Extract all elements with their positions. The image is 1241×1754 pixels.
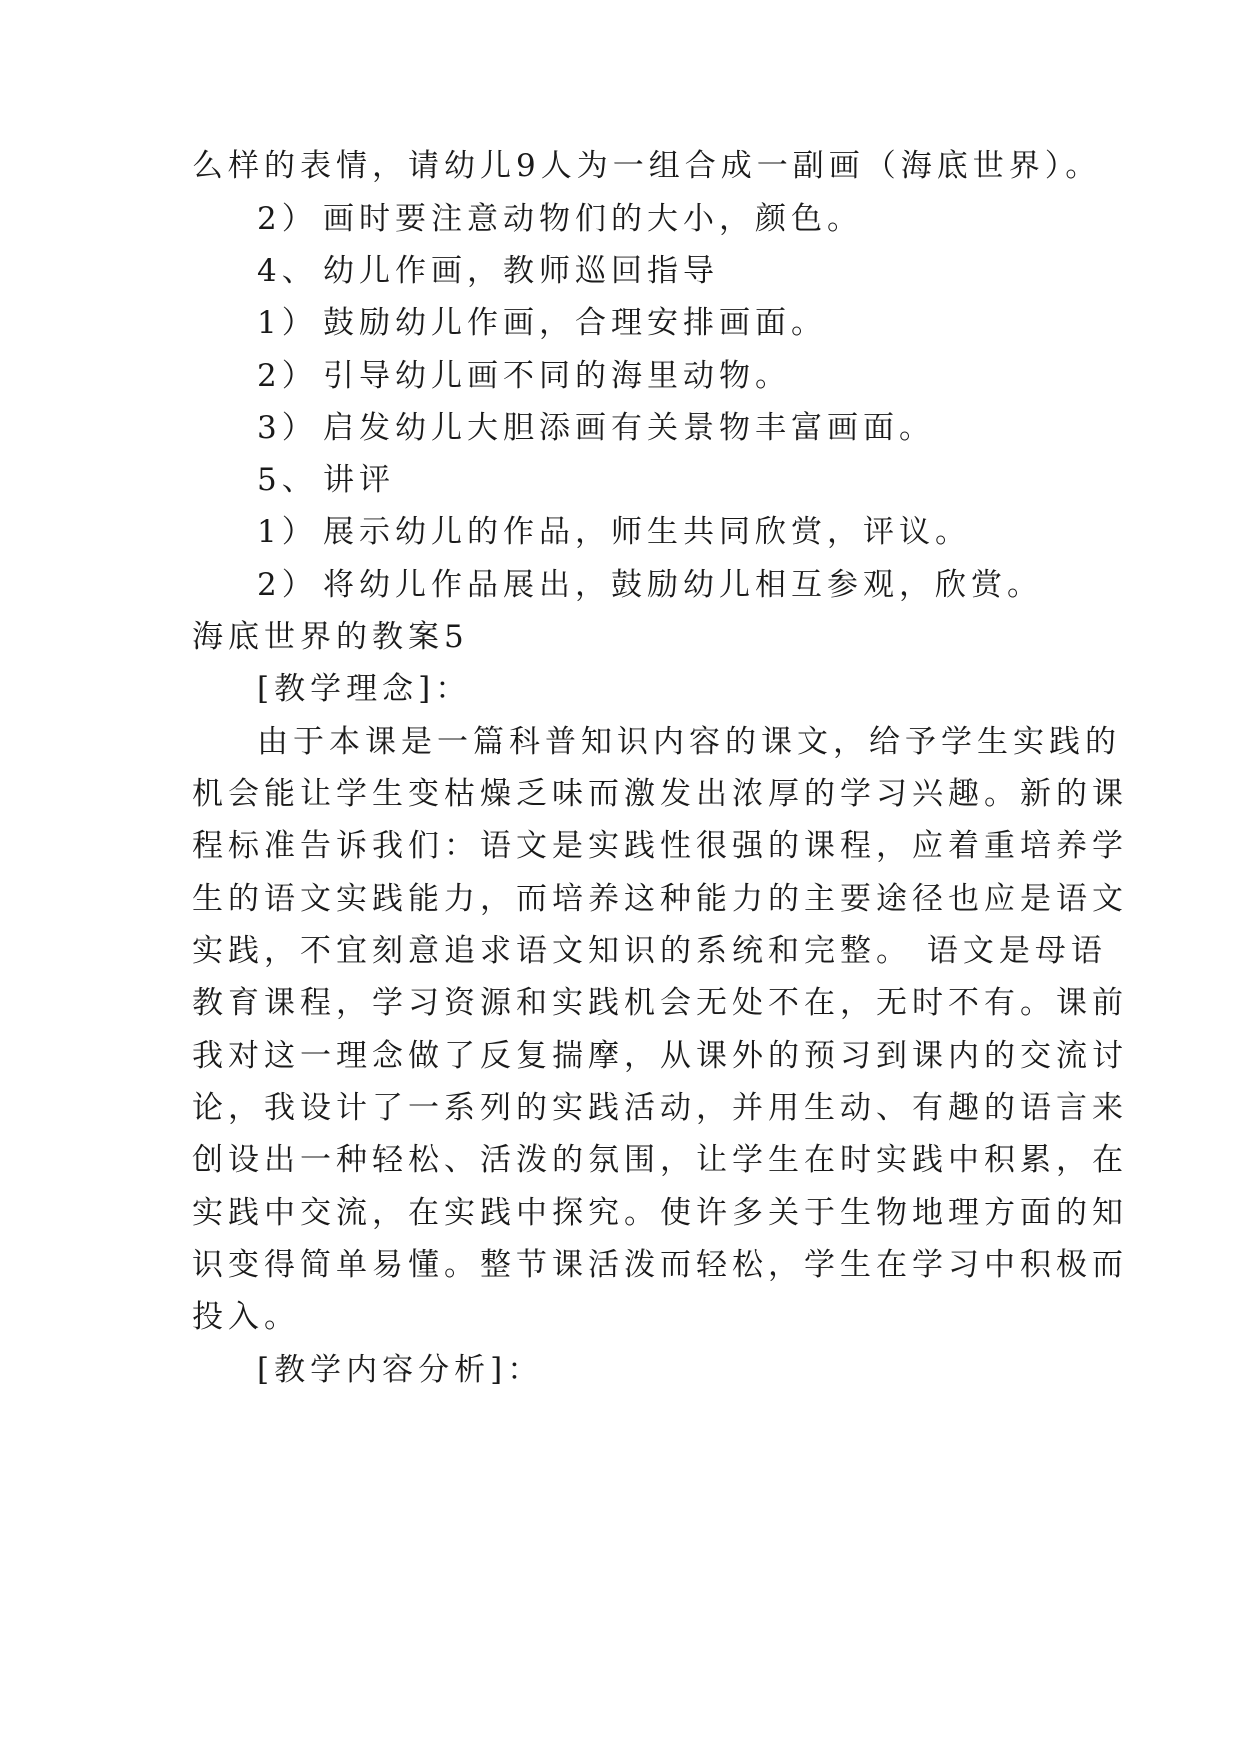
paragraph-continuation: 么样的表情，请幼儿9人为一组合成一副画（海底世界）。 (192, 148, 1102, 184)
list-text: 启发幼儿大胆添画有关景物丰富画面。 (323, 410, 935, 446)
list-item (257, 199, 863, 239)
paragraph-line: 创设出一种轻松、活泼的氛围，让学生在时实践中积累，在 (192, 1142, 1128, 1178)
paragraph-line: 投入。 (192, 1299, 300, 1335)
section-title: 海底世界的教案5 (192, 619, 469, 655)
list-number: 2） (257, 567, 318, 603)
list-text: 画时要注意动物们的大小，颜色。 (323, 201, 863, 237)
list-item (257, 303, 827, 343)
paragraph-line: 实践中交流，在实践中探究。使许多关于生物地理方面的知 (192, 1195, 1128, 1231)
list-number: 3） (257, 410, 318, 446)
list-item (257, 408, 935, 448)
step-number: 5、 (257, 462, 318, 498)
paragraph-line: 程标准告诉我们：语文是实践性很强的课程，应着重培养学 (192, 828, 1128, 864)
content-heading: [教学内容分析]： (257, 1352, 544, 1388)
step-heading (257, 460, 395, 500)
paragraph-line: 由于本课是一篇科普知识内容的课文，给予学生实践的 (257, 724, 1121, 760)
paragraph-line: 论，我设计了一系列的实践活动，并用生动、有趣的语言来 (192, 1090, 1128, 1126)
list-number: 2） (257, 201, 318, 237)
concept-heading: [教学理念]： (257, 671, 472, 707)
step-text: 讲评 (323, 462, 395, 498)
paragraph-line: 实践，不宜刻意追求语文知识的系统和完整。 语文是母语 (192, 933, 1107, 969)
paragraph-line: 识变得简单易懂。整节课活泼而轻松，学生在学习中积极而 (192, 1247, 1128, 1283)
paragraph-line: 生的语文实践能力，而培养这种能力的主要途径也应是语文 (192, 881, 1128, 917)
list-number: 2） (257, 358, 318, 394)
step-heading (257, 251, 719, 291)
paragraph-line: 我对这一理念做了反复揣摩，从课外的预习到课内的交流讨 (192, 1038, 1128, 1074)
list-number: 1） (257, 305, 318, 341)
list-text: 展示幼儿的作品，师生共同欣赏，评议。 (323, 514, 971, 550)
list-item (257, 565, 1043, 605)
list-text: 鼓励幼儿作画，合理安排画面。 (323, 305, 827, 341)
list-number: 1） (257, 514, 318, 550)
list-text: 引导幼儿画不同的海里动物。 (323, 358, 791, 394)
list-item (257, 356, 791, 396)
step-number: 4、 (257, 253, 318, 289)
list-text: 将幼儿作品展出，鼓励幼儿相互参观，欣赏。 (323, 567, 1043, 603)
step-text: 幼儿作画，教师巡回指导 (323, 253, 719, 289)
list-item (257, 512, 971, 552)
paragraph-line: 教育课程，学习资源和实践机会无处不在，无时不有。课前 (192, 985, 1128, 1021)
paragraph-line: 机会能让学生变枯燥乏味而激发出浓厚的学习兴趣。新的课 (192, 776, 1128, 812)
